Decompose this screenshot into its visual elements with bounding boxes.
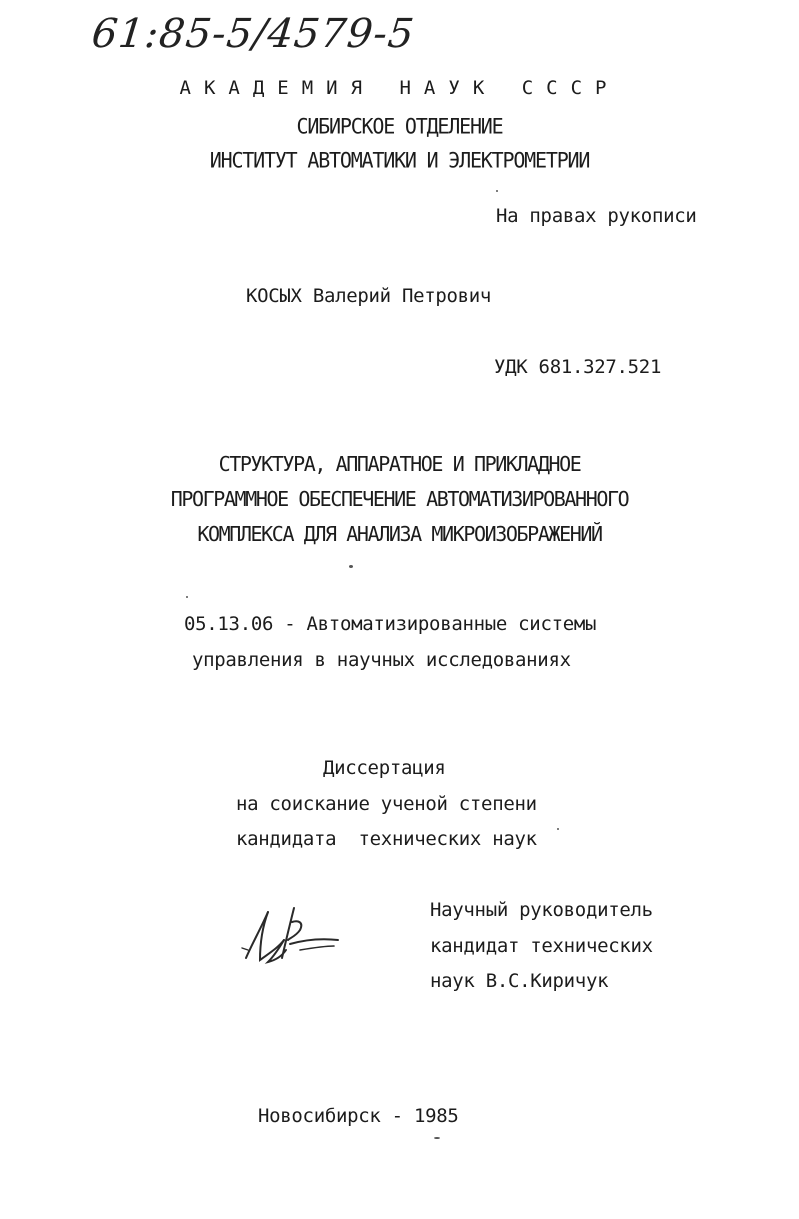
manuscript-rights: На правах рукописи: [496, 205, 697, 227]
dissertation-label: Диссертация: [323, 757, 446, 779]
author-name: КОСЫХ Валерий Петрович: [246, 285, 492, 307]
scan-speck: [557, 828, 559, 830]
signature-icon: [238, 900, 348, 972]
supervisor-name: наук В.С.Киричук: [430, 970, 609, 992]
academy-heading: АКАДЕМИЯ НАУК СССР: [179, 77, 620, 99]
supervisor-title: Научный руководитель: [430, 899, 653, 921]
title-line-2: ПРОГРАММНОЕ ОБЕСПЕЧЕНИЕ АВТОМАТИЗИРОВАННОГО: [170, 487, 629, 511]
place-and-year: Новосибирск - 1985: [258, 1105, 459, 1127]
branch-heading: СИБИРСКОЕ ОТДЕЛЕНИЕ: [296, 113, 503, 139]
dissertation-degree: на соискание ученой степени: [236, 793, 537, 815]
scan-speck: [349, 565, 353, 568]
institute-heading: ИНСТИТУТ АВТОМАТИКИ И ЭЛЕКТРОМЕТРИИ: [209, 147, 590, 173]
specialty-name: управления в научных исследованиях: [192, 649, 571, 671]
title-line-3: КОМПЛЕКСА ДЛЯ АНАЛИЗА МИКРОИЗОБРАЖЕНИЙ: [197, 522, 602, 546]
specialty-code: 05.13.06 - Автоматизированные системы: [184, 613, 597, 635]
title-line-1: СТРУКТУРА, АППАРАТНОЕ И ПРИКЛАДНОЕ: [218, 452, 581, 476]
scan-speck: [186, 596, 188, 598]
dissertation-field: кандидата технических наук: [236, 828, 537, 850]
scan-speck: [496, 190, 498, 192]
supervisor-degree: кандидат технических: [430, 935, 653, 957]
scan-speck: [434, 1137, 440, 1139]
udc-code: УДК 681.327.521: [494, 356, 662, 378]
archive-code: 61:85-5/4579-5: [89, 11, 417, 57]
